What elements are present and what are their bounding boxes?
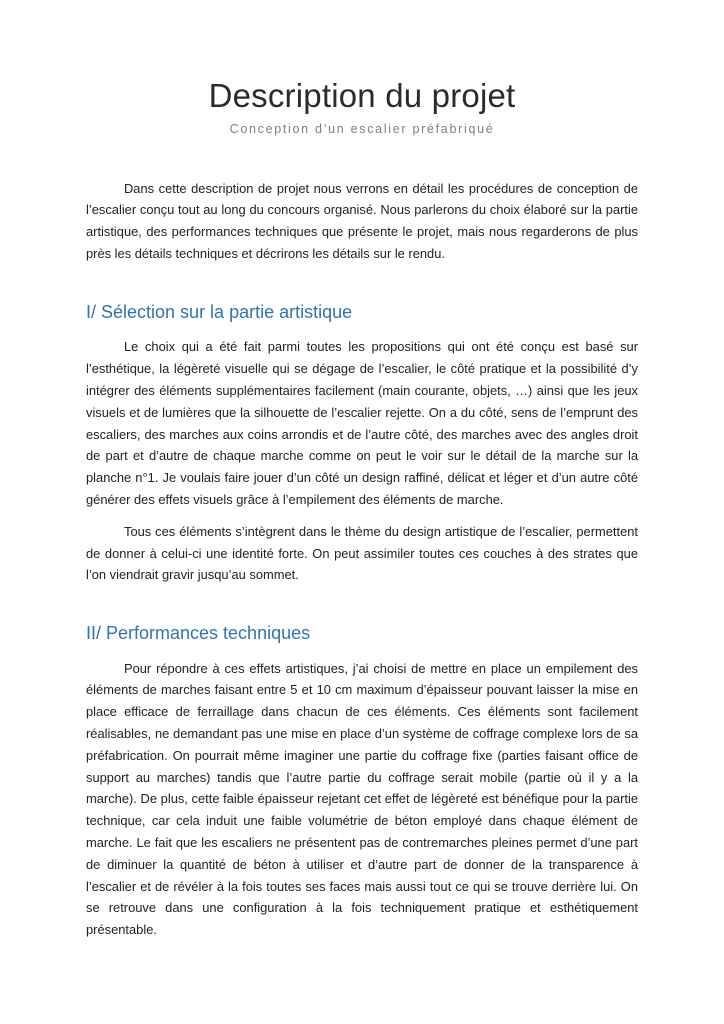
section-1-heading: I/ Sélection sur la partie artistique (86, 301, 353, 322)
section-2-heading: II/ Performances techniques (86, 623, 311, 644)
intro-paragraph: Dans cette description de projet nous verrons en détail les procédures de conception de l’escalier conçu tout au long du concours organisé. Nous parlerons du choix élaboré sur la partie artistique, des performances techniques que présente le projet, mais nous regarderons de plus près les détails techniques et décrirons les détails sur le rendu. (86, 180, 638, 261)
document-subtitle: Conception d’un escalier préfabriqué (229, 122, 495, 137)
section-1-paragraph-2: Tous ces éléments s’intègrent dans le thème du design artistique de l’escalier, permettent de donner à celui-ci une identité forte. On peut assimiler toutes ces couches à des strates que l’on viendrait gravir jusqu’au sommet. (86, 523, 638, 583)
section-1-paragraph-1: Le choix qui a été fait parmi toutes les propositions qui ont été conçu est basé sur l’esthétique, la légèreté visuelle qui se dégage de l’escalier, le côté pratique et la possibilité d’y intégrer des éléments supplémentaires facilement (main courante, objets, …) ainsi que les jeux visuels et de lumières que la silhouette de l’escalier rejette. On a du côté, sens de l’emprunt des escaliers, des marches aux coins arrondis et de l’autre côté, des marches avec des angles droit de part et d’autre de chaque marche comme on peut le voir sur le détail de la marche sur la planche n°1. Je voulais faire jouer d’un côté un design raffiné, délicat et léger et d’un autre côté générer des effets visuels grâce à l’empilement des éléments de marche. (86, 339, 638, 507)
document-title: Description du projet (208, 77, 516, 114)
section-2-paragraph-1: Pour répondre à ces effets artistiques, j’ai choisi de mettre en place un empilement des éléments de marches faisant entre 5 et 10 cm maximum d’épaisseur pouvant laisser la mise en place efficace de ferraillage dans chacun de ces éléments. Ces éléments sont facilement réalisables, ne demandant pas une mise en place d’un système de coffrage complexe lors de sa préfabrication. On pourrait même imaginer une partie du coffrage fixe (parties faisant office de support au marches) tandis que l’autre partie du coffrage serait mobile (partie où il y a la marche). De plus, cette faible épaisseur rejetant cet effet de légèreté est bénéfique pour la partie technique, car cela induit une faible volumétrie de béton employé dans chaque élément de marche. Le fait que les escaliers ne présentent pas de contremarches pleines permet d’une part de diminuer la quantité de béton à utiliser et d’autre part de donner de la transparence à l’escalier et de révéler à la fois toutes ses faces mais aussi tout ce qui se trouve derrière lui. On se retrouve dans une configuration à la fois techniquement pratique et esthétiquement présentable. (86, 660, 638, 938)
